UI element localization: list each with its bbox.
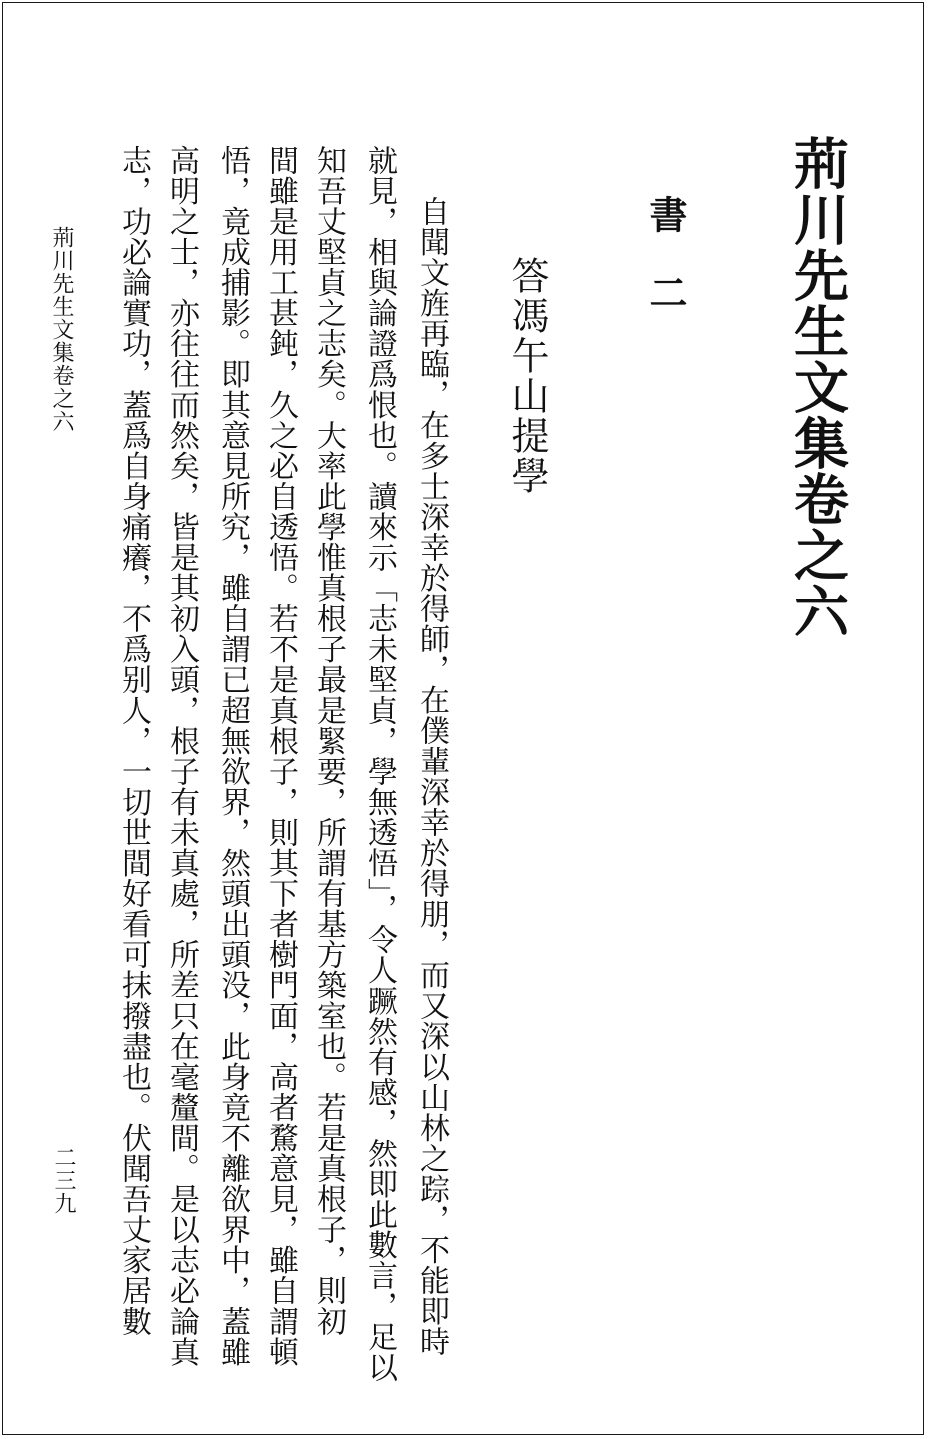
body-line-4: 間雖是用工甚鈍，久之必自透悟。若不是真根子，則其下者樹門面，高者騖意見，雖自謂頓 — [263, 145, 298, 1367]
body-line-2: 就見，相與論證爲恨也。讀來示「志未堅貞，學無透悟」，令人蹶然有感，然即此數言，足以 — [362, 145, 397, 1383]
body-line-5: 悟，竟成捕影。即其意見所究，雖自謂已超無欲界，然頭出頭没，此身竟不離欲界中，蓋雖 — [215, 145, 250, 1367]
body-line-6: 高明之士，亦往往而然矣，皆是其初入頭，根子有未真處，所差只在毫釐間。是以志必論真 — [164, 145, 199, 1367]
letter-title: 答馮午山提學 — [505, 256, 549, 496]
body-line-1: 自聞文旌再臨，在多士深幸於得師，在僕輩深幸於得朋，而又深以山林之踪，不能即時 — [414, 196, 449, 1357]
running-head: 荊川先生文集卷之六 — [49, 226, 74, 433]
body-line-7: 志，功必論實功，蓋爲自身痛癢，不爲别人，一切世間好看可抹撥盡也。伏聞吾丈家居數 — [116, 145, 151, 1337]
section-title: 書二 — [643, 195, 688, 351]
body-line-3: 知吾丈堅貞之志矣。大率此學惟真根子最是緊要，所謂有基方築室也。若是真根子，則初 — [311, 145, 346, 1337]
page-number: 二三九 — [51, 1146, 76, 1215]
book-title: 荊川先生文集卷之六 — [785, 135, 850, 639]
